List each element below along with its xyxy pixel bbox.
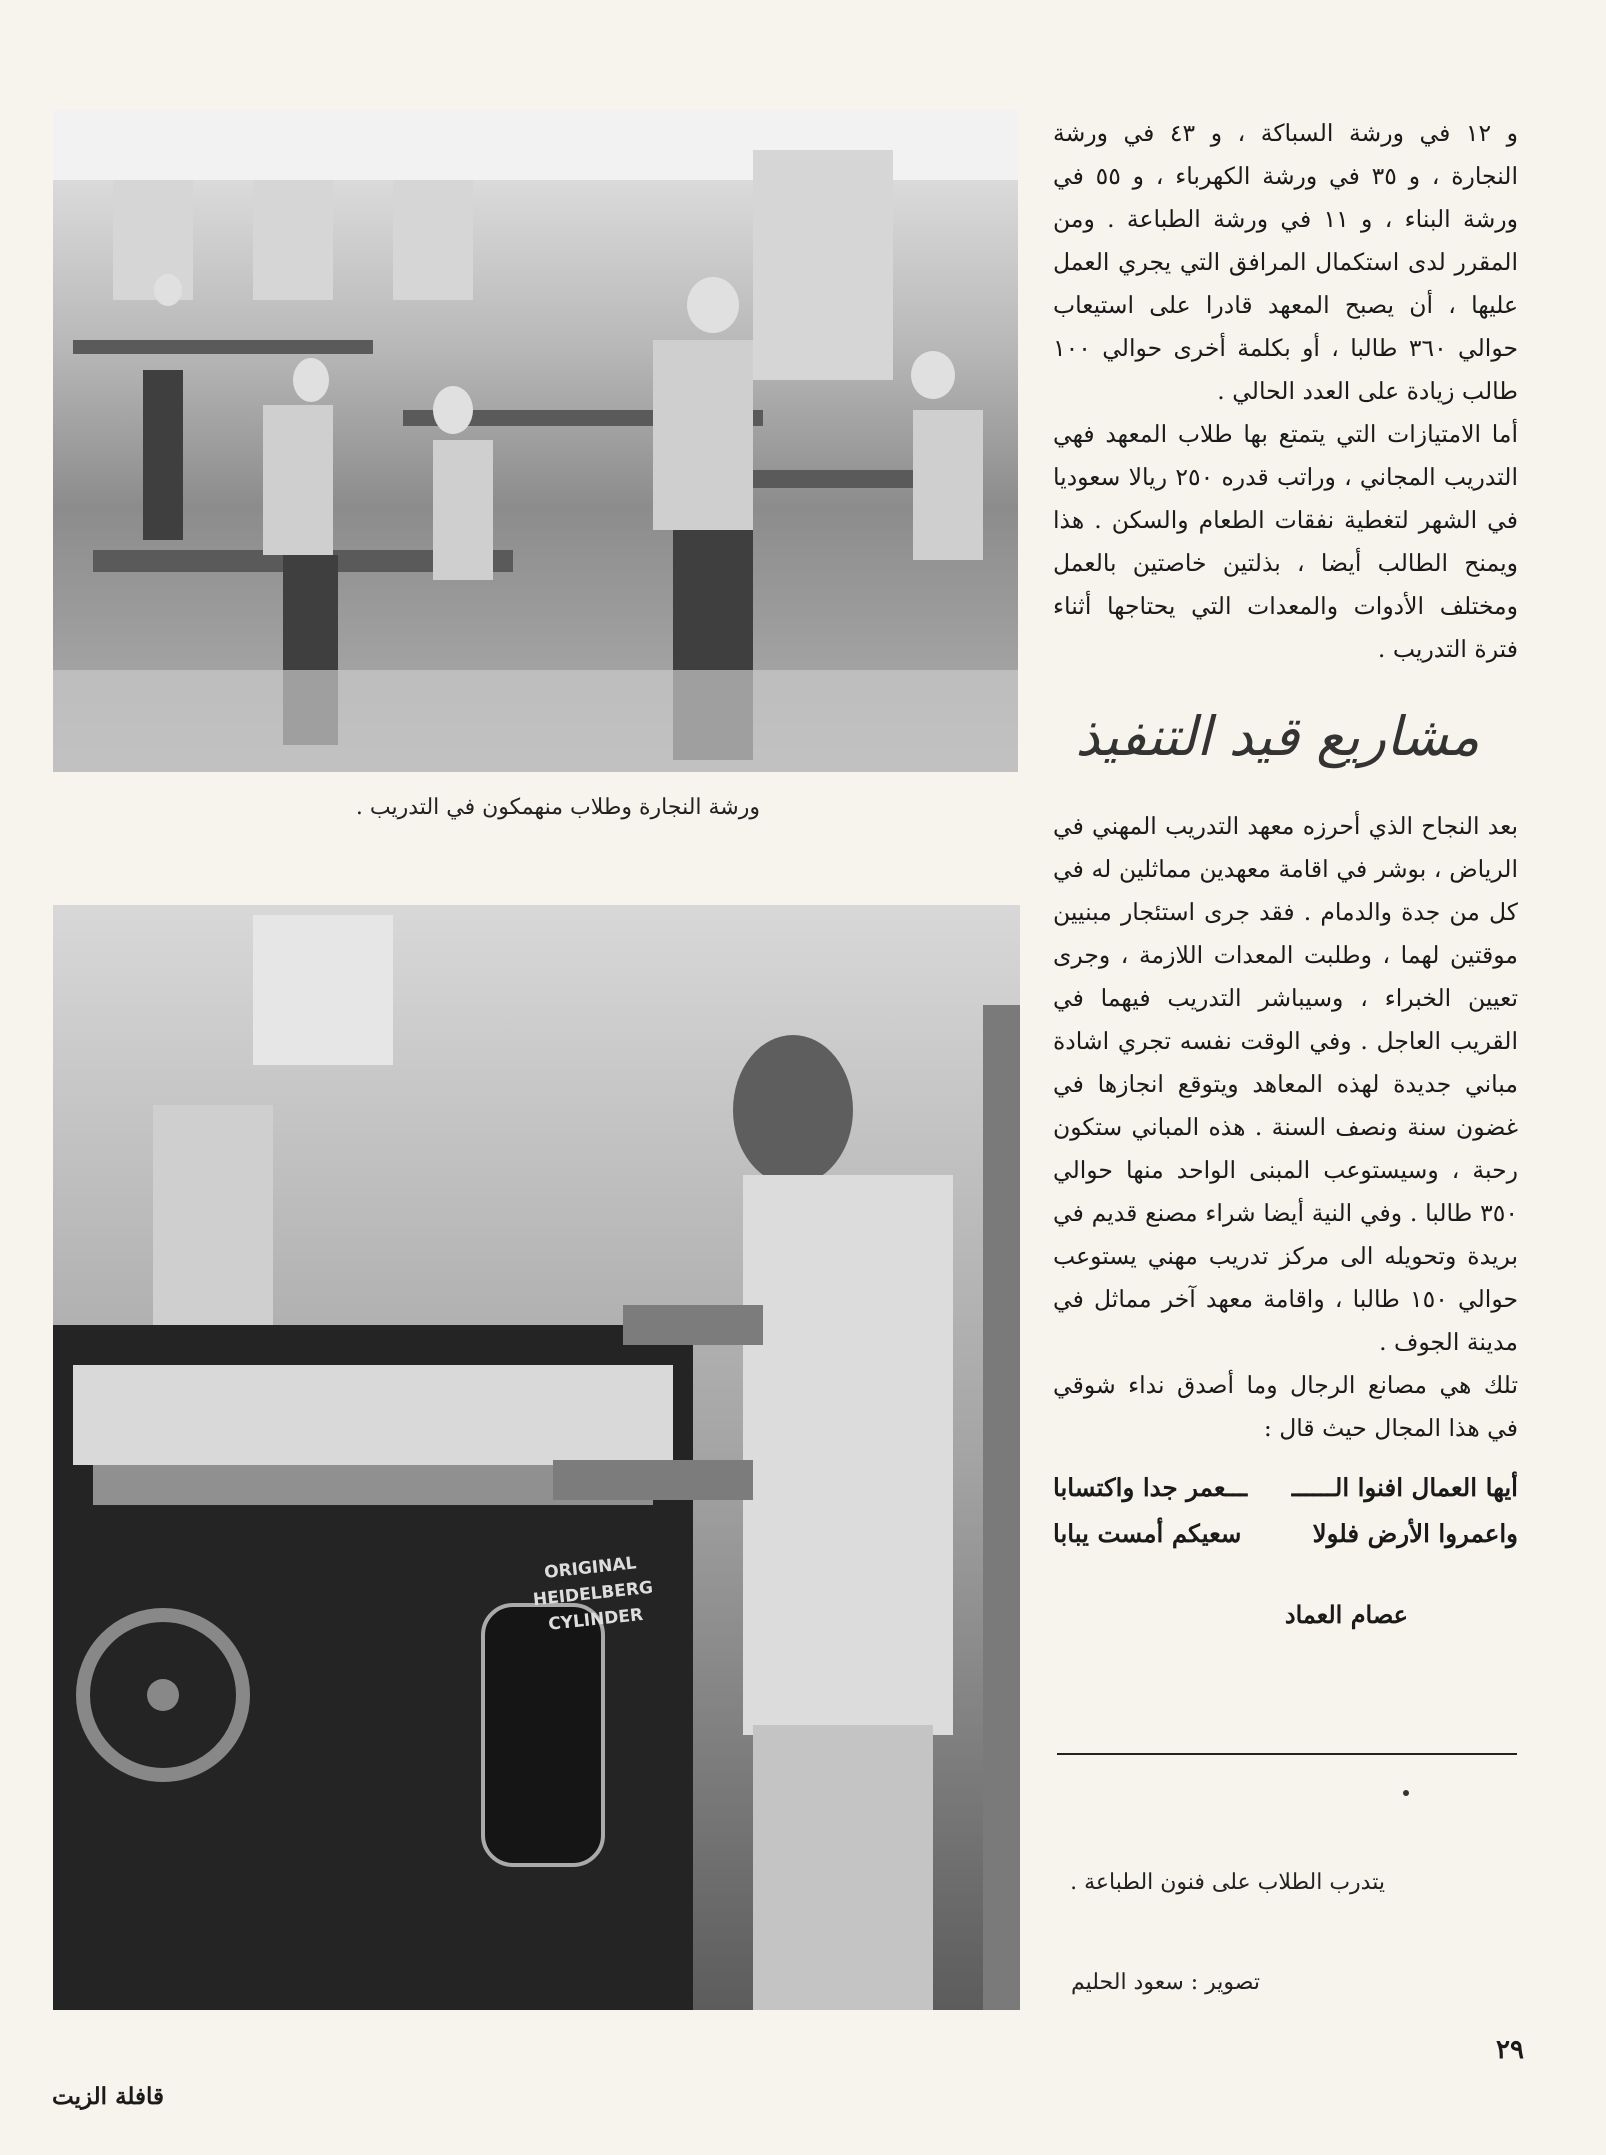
poem-line-1 [1053, 1465, 1518, 1511]
printing-caption: يتدرب الطلاب على فنون الطباعة . [1070, 1870, 1385, 1895]
press-nameplate [519, 1548, 666, 1640]
section-heading: مشاريع قيد التنفيذ [1075, 705, 1480, 768]
poem-verse [1053, 1465, 1518, 1557]
intro-paragraph-1: و ١٢ في ورشة السباكة ، و ٤٣ في ورشة النجارة ، و ٣٥ في ورشة الكهرباء ، و ٥٥ في ورشة البناء ، و ١١ في ورشة الطباعة . ومن المقرر لدى استكمال المرافق التي يجري العمل عليها ، أن يصبح المعهد قادرا على استيعاب حوالي ٣٦٠ طالبا ، أو بكلمة أخرى حوالي ١٠٠ طالب زيادة على العدد الحالي . [1053, 119, 1519, 405]
intro-paragraph-2: أما الامتيازات التي يتمتع بها طلاب المعهد فهي التدريب المجاني ، وراتب قدره ٢٥٠ ريالا سعوديا في الشهر لتغطية نفقات الطعام والسكن . هذا ويمنح الطالب أيضا ، بذلتين خاصتين بالعمل ومختلف الأدوات والمعدات التي يحتاجها أثناء فترة التدريب . [1053, 420, 1518, 663]
divider-rule [1057, 1753, 1517, 1755]
photo-credit: تصوير : سعود الحليم [1070, 1970, 1260, 1995]
poem-line-2-first-half: واعمروا الأرض فلولا [1312, 1519, 1518, 1548]
press-plate-line-1: ORIGINAL [543, 1553, 638, 1583]
poem-line-1-second-half: ـــعمر جدا واكتسابا [1053, 1473, 1248, 1502]
poem-line-1-first-half: أيها العمال افنوا الــــــ [1291, 1473, 1518, 1502]
printing-press-photo [53, 905, 1020, 2010]
body-paragraph-2: تلك هي مصانع الرجال وما أصدق نداء شوقي في هذا المجال حيث قال : [1053, 1371, 1518, 1442]
press-plate-line-2: HEIDELBERG [532, 1577, 654, 1611]
carpentry-workshop-photo [53, 110, 1018, 772]
press-plate-line-3: CYLINDER [547, 1604, 645, 1635]
page-number: ٢٩ [1496, 2035, 1524, 2065]
carpentry-caption: ورشة النجارة وطلاب منهمكون في التدريب . [355, 795, 760, 820]
magazine-name: قافلة الزيت [52, 2083, 165, 2110]
poem-line-2-second-half: سعيكم أمست يبابا [1053, 1519, 1242, 1548]
poem-line-2 [1053, 1511, 1518, 1557]
bullet-dot [1403, 1790, 1409, 1796]
body-text [1053, 805, 1518, 1450]
body-paragraph-1: بعد النجاح الذي أحرزه معهد التدريب المهني في الرياض ، بوشر في اقامة معهدين مماثلين له في كل من جدة والدمام . فقد جرى استئجار مبنيين موقتين لهما ، وطلبت المعدات اللازمة ، وجرى تعيين الخبراء ، وسيباشر التدريب فيهما في القريب العاجل . وفي الوقت نفسه تجري اشادة مباني جديدة لهذه المعاهد ويتوقع انجازها في غضون سنة ونصف السنة . هذه المباني ستكون رحبة ، وسيستوعب المبنى الواحد منها حوالي ٣٥٠ طالبا . وفي النية أيضا شراء مصنع قديم في بريدة وتحويله الى مركز تدريب مهني يستوعب حوالي ١٥٠ طالبا ، واقامة معهد آخر مماثل في مدينة الجوف . [1053, 812, 1518, 1356]
intro-text [1053, 112, 1518, 671]
author-name: عصام العماد [1284, 1600, 1408, 1629]
